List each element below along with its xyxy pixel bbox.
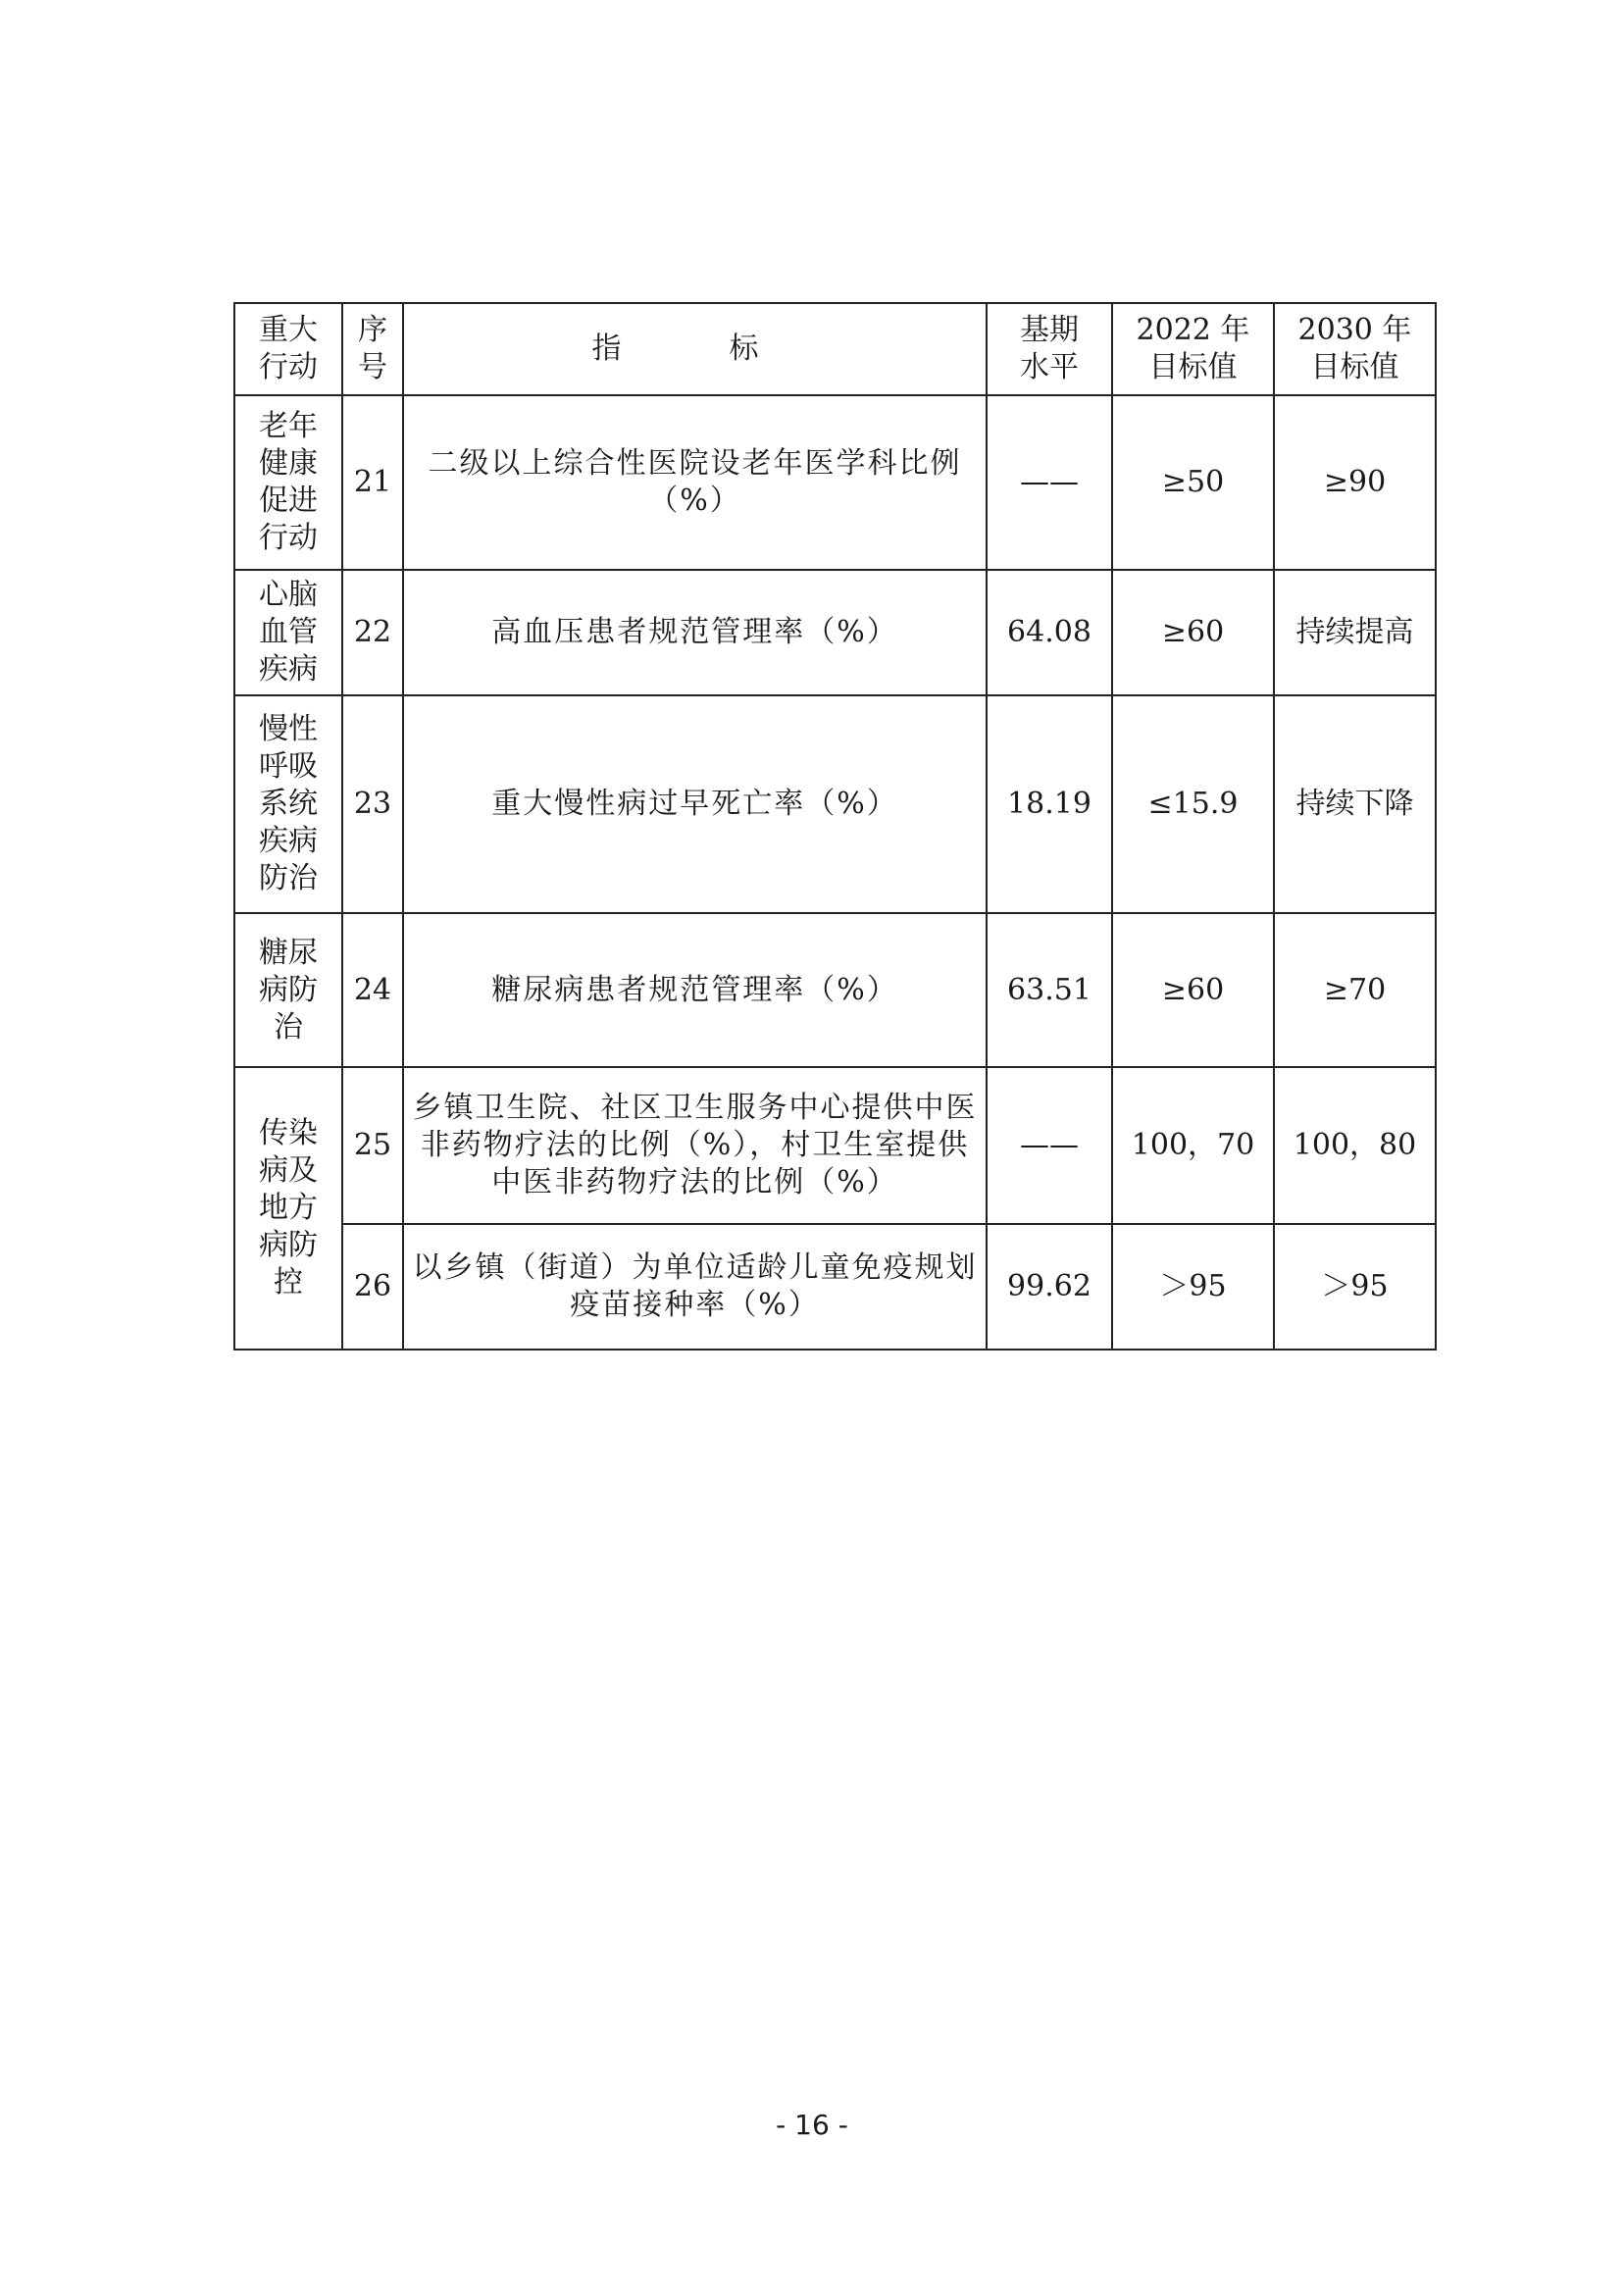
target-2022-cell: ≥60 [1112,570,1274,695]
target-2022-cell: ≥50 [1112,395,1274,570]
target-2030-cell: ＞95 [1274,1224,1436,1350]
indicator-cell: 重大慢性病过早死亡率（%） [403,695,987,913]
target-2022-cell: ＞95 [1112,1224,1274,1350]
header-target-2022: 2022 年 目标值 [1112,303,1274,395]
baseline-cell: 63.51 [987,913,1112,1067]
target-2030-cell: 持续下降 [1274,695,1436,913]
indicator-cell: 高血压患者规范管理率（%） [403,570,987,695]
indicator-cell: 二级以上综合性医院设老年医学科比例（%） [403,395,987,570]
header-baseline: 基期 水平 [987,303,1112,395]
indicator-cell: 以乡镇（街道）为单位适龄儿童免疫规划疫苗接种率（%） [403,1224,987,1350]
header-indicator: 指 标 [403,303,987,395]
baseline-cell: 99.62 [987,1224,1112,1350]
action-cell: 糖尿 病防 治 [234,913,342,1067]
table-row [234,913,1436,1067]
action-cell: 心脑 血管 疾病 [234,570,342,695]
seq-cell: 25 [342,1067,403,1224]
target-2022-cell: ≤15.9 [1112,695,1274,913]
baseline-cell: 64.08 [987,570,1112,695]
table-row [234,1067,1436,1224]
baseline-cell: 18.19 [987,695,1112,913]
action-cell: 传染 病及 地方 病防 控 [234,1067,342,1350]
header-action: 重大 行动 [234,303,342,395]
table-row [234,1224,1436,1350]
baseline-cell: —— [987,395,1112,570]
action-cell: 慢性 呼吸 系统 疾病 防治 [234,695,342,913]
indicator-cell: 糖尿病患者规范管理率（%） [403,913,987,1067]
seq-cell: 23 [342,695,403,913]
target-2030-cell: 100，80 [1274,1067,1436,1224]
table-row [234,570,1436,695]
action-cell: 老年 健康 促进 行动 [234,395,342,570]
baseline-cell: —— [987,1067,1112,1224]
table-row [234,695,1436,913]
target-2030-cell: 持续提高 [1274,570,1436,695]
table-header-row [234,303,1436,395]
seq-cell: 21 [342,395,403,570]
page-number: - 16 - [776,2109,848,2141]
target-2030-cell: ≥90 [1274,395,1436,570]
target-2030-cell: ≥70 [1274,913,1436,1067]
target-2022-cell: 100，70 [1112,1067,1274,1224]
header-target-2030: 2030 年 目标值 [1274,303,1436,395]
table-row [234,395,1436,570]
seq-cell: 26 [342,1224,403,1350]
indicator-cell: 乡镇卫生院、社区卫生服务中心提供中医非药物疗法的比例（%），村卫生室提供中医非药物疗法的比例（%） [403,1067,987,1224]
health-action-metrics-table [233,302,1437,1351]
seq-cell: 22 [342,570,403,695]
header-seq: 序 号 [342,303,403,395]
target-2022-cell: ≥60 [1112,913,1274,1067]
seq-cell: 24 [342,913,403,1067]
